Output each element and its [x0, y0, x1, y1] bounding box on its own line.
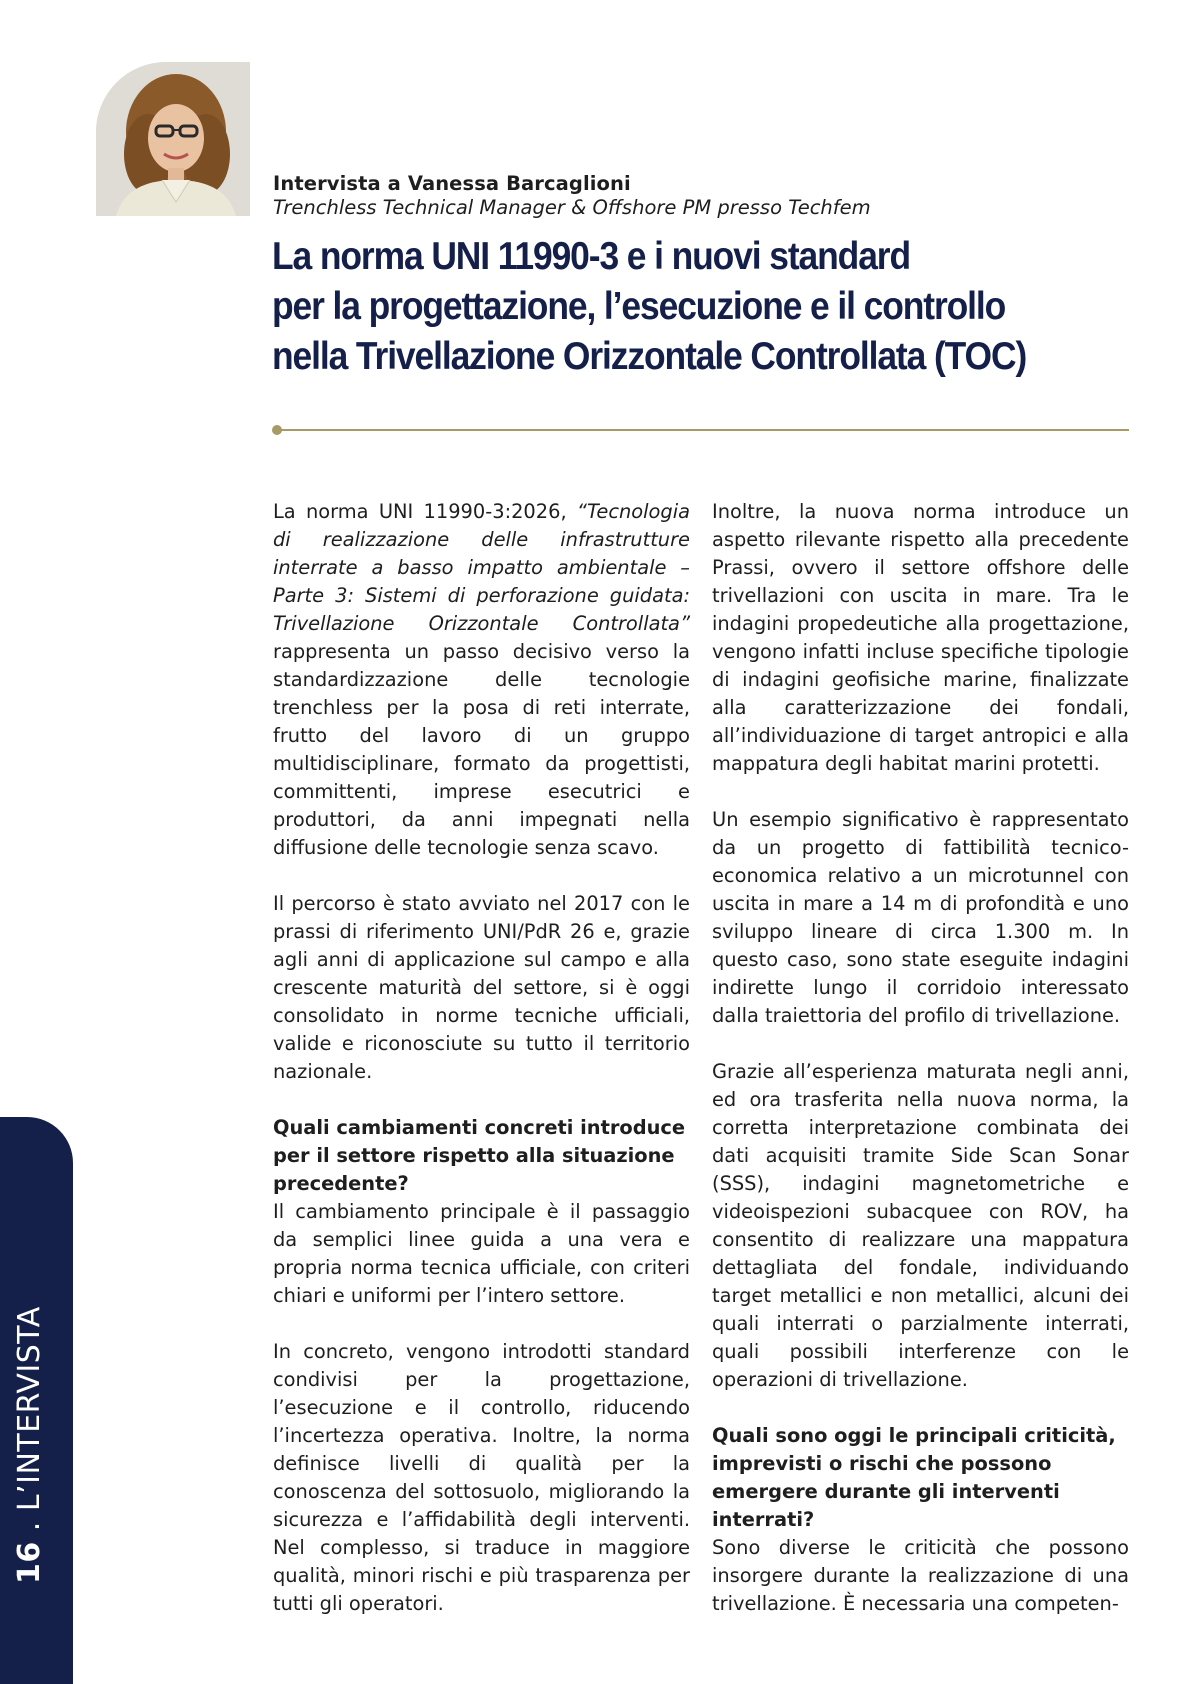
page-number: 16 — [12, 1541, 47, 1584]
interview-answer: Il cambiamento principale è il passaggio da semplici linee guida a una vera e propria norma tecnica ufficiale, con criteri chiari e uniformi per l’intero settore. — [273, 1200, 690, 1307]
author-portrait-image — [96, 62, 250, 216]
paragraph-lead: La norma UNI 11990-3:2026, — [273, 500, 577, 523]
paragraph: In concreto, vengono introdotti standard condivisi per la progettazione, l’esecuzione e il controllo, riducendo l’incertezza operativa. Inoltre, la norma definisce livelli di qualità per la conoscenza del sottosuolo, migliorando la sicurezza e l’affidabilità degli interventi. Nel complesso, si traduce in maggiore qualità, minori rischi e più trasparenza per tutti gli operatori. — [273, 1340, 690, 1615]
paragraph: Grazie all’esperienza maturata negli anni, ed ora trasferita nella nuova norma, la corretta interpretazione combinata dei dati acquisiti tramite Side Scan Sonar (SSS), indagini magnetometriche e videoispezioni subacquee con ROV, ha consentito di realizzare una mappatura dettagliata del fondale, individuando target metallici e non metallici, alcuni dei quali interrati o parzialmente interrati, quali possibili interferenze con le operazioni di trivellazione. — [712, 1060, 1129, 1391]
headline-line: per la progettazione, l’esecuzione e il controllo — [272, 285, 1006, 328]
article-headline — [272, 232, 1082, 382]
paragraph: Inoltre, la nuova norma introduce un aspetto rilevante rispetto alla precedente Prassi, ovvero il settore offshore delle trivellazioni con uscita in mare. Tra le indagini propedeutiche alla progettazione, vengono infatti incluse specifiche tipologie di indagini geofisiche marine, finalizzate alla caratterizzazione dei fondali, all’individuazione di target antropici e alla mappatura degli habitat marini protetti. — [712, 500, 1129, 775]
paragraph: Il percorso è stato avviato nel 2017 con le prassi di riferimento UNI/PdR 26 e, grazie agli anni di applicazione sul campo e alla crescente maturità del settore, si è oggi consolidato in norme tecniche ufficiali, valide e riconosciute su tutto il territorio nazionale. — [273, 892, 690, 1083]
paragraph: Un esempio significativo è rappresentato da un progetto di fattibilità tecnico-economica relativo a un microtunnel con uscita in mare a 14 m di profondità e uno sviluppo lineare di circa 1.300 m. In questo caso, sono state eseguite indagini indirette lungo il corridoio interessato dalla traiettoria del profilo di trivellazione. — [712, 808, 1129, 1027]
section-label — [12, 1306, 47, 1584]
right-column — [712, 498, 1129, 1618]
paragraph — [273, 498, 690, 862]
section-name: L’INTERVISTA — [12, 1306, 47, 1512]
label-separator: . — [12, 1511, 47, 1542]
author-role: Trenchless Technical Manager & Offshore PM presso Techfem — [273, 196, 871, 219]
interview-question: Quali cambiamenti concreti introduce per il settore rispetto alla situazione precedente? — [273, 1116, 686, 1195]
author-photo — [96, 62, 250, 216]
headline-divider — [277, 429, 1129, 431]
headline-line: nella Trivellazione Orizzontale Controllata (TOC) — [272, 335, 1027, 378]
headline-line: La norma UNI 11990-3 e i nuovi standard — [272, 235, 911, 278]
norm-title: “Tecnologia di realizzazione delle infrastrutture interrate a basso impatto ambientale – Parte 3: Sistemi di perforazione guidata: Trivellazione Orizzontale Controllata” — [273, 500, 690, 635]
left-column — [273, 498, 690, 1618]
author-intro: Intervista a Vanessa Barcaglioni — [273, 172, 631, 195]
interview-answer: Sono diverse le criticità che possono insorgere durante la realizzazione di una trivellazione. È necessaria una competen- — [712, 1536, 1129, 1615]
interview-question: Quali sono oggi le principali criticità, imprevisti o rischi che possono emergere durante gli interventi interrati? — [712, 1424, 1116, 1531]
paragraph-rest: rappresenta un passo decisivo verso la standardizzazione delle tecnologie trenchless per la posa di reti interrate, frutto del lavoro di un gruppo multidisciplinare, formato da progettisti, committenti, imprese esecutrici e produttori, da anni impegnati nella diffusione delle tecnologie senza scavo. — [273, 640, 690, 859]
author-byline — [273, 172, 871, 220]
